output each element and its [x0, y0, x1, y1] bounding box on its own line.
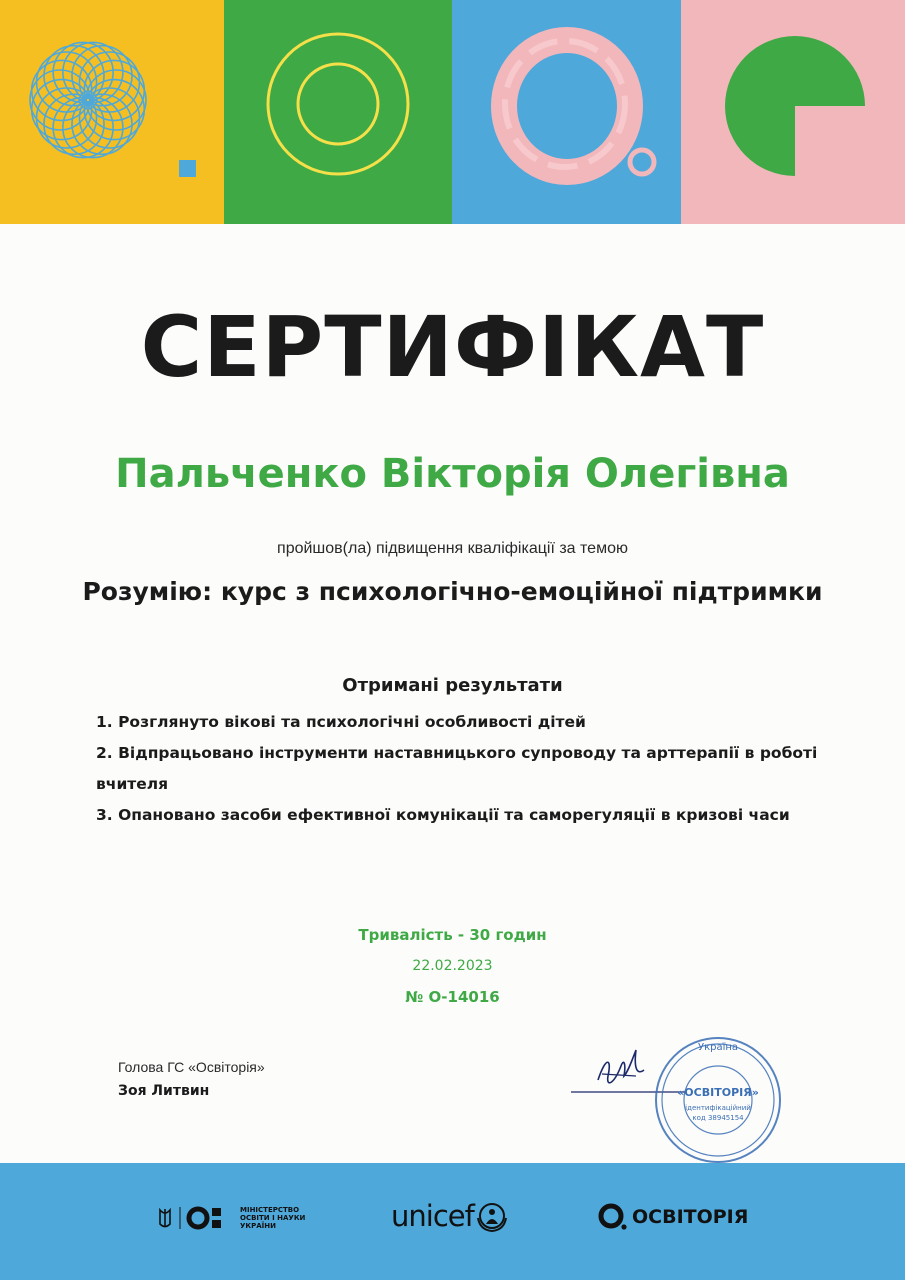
ministry-emblem-icon [156, 1203, 234, 1233]
result-item: 2. Відпрацьовано інструменти наставницького супроводу та арттерапії в роботі вчителя [96, 744, 818, 793]
concentric-circles-icon [224, 0, 452, 224]
stamp-code: код 38945154 [692, 1114, 744, 1122]
brush-circle-icon [452, 0, 681, 224]
pink-tile [681, 0, 905, 224]
osvitoria-logo-icon [598, 1203, 628, 1231]
signatory-role: Голова ГС «Освіторія» [118, 1059, 265, 1075]
duration: Тривалість - 30 годин [358, 926, 547, 944]
signatory-name: Зоя Литвин [118, 1083, 210, 1099]
unicef-text: unicef [391, 1199, 474, 1233]
stamp-ring-text: Україна [697, 1042, 739, 1053]
recipient-name: Пальченко Вікторія Олегівна [115, 451, 790, 497]
results-list [96, 707, 826, 831]
certificate-number: № О-14016 [405, 988, 500, 1006]
unicef-globe-icon [474, 1198, 510, 1234]
certificate-title: СЕРТИФІКАТ [140, 298, 765, 396]
stamp-code-label: ідентифікаційний [685, 1104, 751, 1112]
results-heading: Отримані результати [342, 675, 563, 696]
osvitoria-text: ОСВІТОРІЯ [632, 1206, 749, 1228]
stamp-center-text: «ОСВІТОРІЯ» [677, 1086, 759, 1099]
green-tile [224, 0, 452, 224]
intro-text: пройшов(ла) підвищення кваліфікації за темою [277, 540, 628, 557]
result-item: 1. Розглянуто вікові та психологічні особливості дітей [96, 713, 586, 731]
pie-quarter-icon [681, 0, 905, 224]
blue-tile [452, 0, 681, 224]
result-item: 3. Опановано засоби ефективної комунікації та саморегуляції в кризові часи [96, 806, 790, 824]
ministry-logo [156, 1203, 310, 1233]
course-title: Розумію: курс з психологічно-емоційної підтримки [82, 577, 823, 606]
spirograph-flower-icon [0, 0, 224, 224]
ministry-text: МІНІСТЕРСТВО ОСВІТИ І НАУКИ УКРАЇНИ [240, 1206, 306, 1230]
osvitoria-logo [598, 1203, 748, 1231]
unicef-logo [391, 1198, 510, 1234]
issue-date: 22.02.2023 [412, 958, 493, 974]
header-tiles [0, 0, 905, 224]
yellow-tile [0, 0, 224, 224]
organization-stamp [636, 1014, 806, 1164]
